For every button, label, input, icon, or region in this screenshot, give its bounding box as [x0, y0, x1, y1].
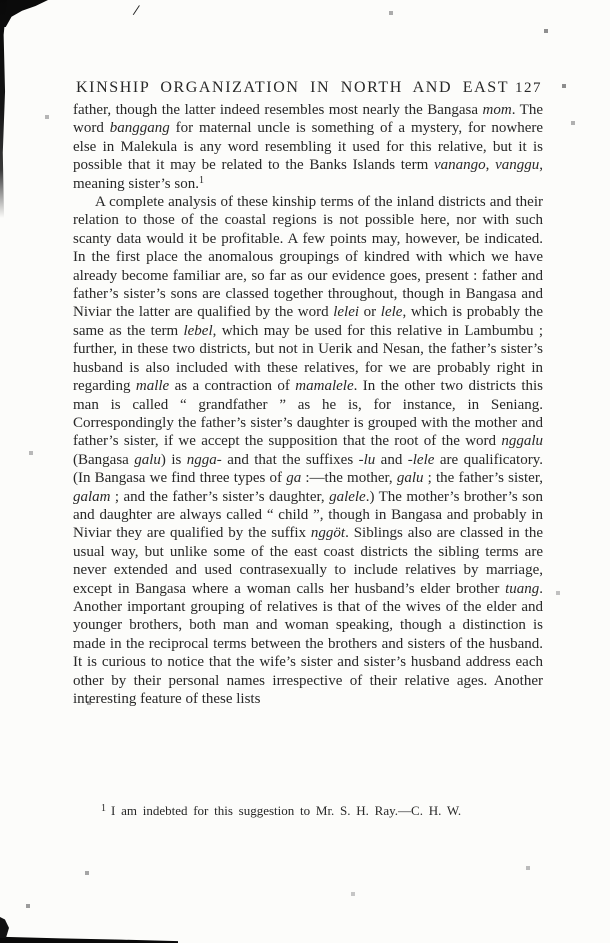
- italic-term: vanggu: [495, 157, 540, 174]
- text-segment: . The word: [73, 102, 543, 137]
- text-segment: . In the other two districts this man is called “ grandfather ” as he is, for instance, in Seniang. Correspondingly the father’s sister’s daughter is grouped with the mother and father’s sister, if we accept the supposition that the root of the word: [73, 378, 544, 450]
- text-segment: . Another important grouping of relatives is that of the wives of the elder and younger brothers, both man and woman speaking, though a distinction is made in the reciprocal terms between the brothers and sisters of the husband. It is curious to notice that the wife’s sister and sister’s husband address each other by their personal names irrespective of their relative ages. Another interesting feature of these lists: [73, 580, 543, 707]
- text-segment: ) is: [160, 451, 187, 468]
- scan-bottom-edge-artifact: [0, 935, 178, 943]
- italic-term: nggöt: [310, 525, 346, 542]
- scan-bottom-left-artifact: [0, 917, 9, 938]
- text-segment: , which may be used for this relative in Lambumbu ; further, in these two districts, but not in Uerik and Nesan, the father’s sister’s husband is also included with these relatives, for we are probably right in regarding: [73, 322, 543, 395]
- italic-term: tuang: [505, 580, 540, 597]
- paragraph: [73, 193, 543, 708]
- text-segment: :—the mother,: [301, 470, 397, 487]
- italic-term: lele: [380, 304, 403, 321]
- text-segment: (Bangasa: [73, 451, 135, 468]
- text-segment: for maternal uncle is something of a mystery, for nowhere else in Malekula is any word resembling it used for this relative, but it is possible that it may be related to the Banks Islands term: [73, 120, 544, 174]
- italic-term: ngga-: [186, 451, 222, 468]
- italic-term: lelei: [333, 304, 360, 321]
- italic-term: nggalu: [501, 433, 543, 450]
- page-title: KINSHIP ORGANIZATION IN NORTH AND EAST: [76, 79, 510, 96]
- ink-specks: [0, 0, 2, 2]
- italic-term: -lele: [407, 451, 435, 468]
- text-segment: as a contraction of: [169, 378, 296, 395]
- text-segment: or: [359, 304, 381, 321]
- running-head: [76, 79, 542, 97]
- text-segment: and that the suffixes: [221, 451, 359, 468]
- italic-term: malle: [135, 378, 170, 395]
- text-segment: .) The mother’s brother’s son and daughter are always called “ child ”, though in Bangasa and probably in Niviar they are qualified by the suffix: [73, 488, 543, 542]
- italic-term: -lu: [358, 451, 376, 468]
- italic-term: galele: [329, 488, 366, 505]
- italic-term: lebel: [183, 322, 213, 339]
- italic-term: galu: [134, 451, 161, 468]
- scan-left-edge-artifact: [0, 0, 7, 218]
- text-body: [73, 101, 543, 708]
- text-segment: , meaning sister’s son.: [73, 157, 543, 192]
- text-segment: . Siblings also are classed in the usual way, but unlike some of the east coast districts the sibling terms are never extended and used contrasexually to include relatives by marriage, except in Bangasa where a woman calls her husband’s elder brother: [73, 525, 543, 597]
- text-segment: ; and the father’s sister’s daughter,: [110, 488, 330, 505]
- text-segment: ,: [485, 157, 496, 174]
- text-segment: are qualificatory. (In Bangasa we find three types of: [73, 451, 543, 487]
- italic-term: galam: [73, 488, 111, 505]
- footnote-marker: 1: [101, 803, 106, 814]
- text-segment: and: [375, 451, 408, 468]
- italic-term: mamalele: [295, 378, 354, 395]
- text-segment: , which is probably the same as the term: [73, 304, 543, 339]
- footnote: [101, 803, 543, 819]
- italic-term: vanango: [433, 157, 486, 174]
- scan-corner-artifact: [0, 0, 48, 27]
- text-segment: father, though the latter indeed resembles most nearly the Bangasa: [73, 102, 483, 118]
- stray-pen-mark: /: [133, 2, 140, 20]
- paragraph: [73, 101, 543, 193]
- italic-term: mom: [482, 102, 512, 118]
- text-segment: ; the father’s sister,: [423, 470, 543, 487]
- italic-term: galu: [396, 470, 424, 487]
- italic-term: ga: [286, 470, 302, 487]
- footnote-text: I am indebted for this suggestion to Mr. S. H. Ray.—C. H. W.: [111, 803, 462, 818]
- footnote-reference: 1: [198, 174, 204, 186]
- text-segment: A complete analysis of these kinship terms of the inland districts and their relation to those of the coastal regions is not possible here, nor with such scanty data would it be profitable. A few points may, however, be indicated. In the first place the anomalous groupings of kindred with which we have already become familiar are, so far as our evidence goes, present : father and father’s sister’s sons are classed together throughout, though in Bangasa and Niviar the latter are qualified by the word: [73, 194, 543, 321]
- italic-term: banggang: [109, 120, 170, 137]
- page-number: 127: [515, 80, 542, 96]
